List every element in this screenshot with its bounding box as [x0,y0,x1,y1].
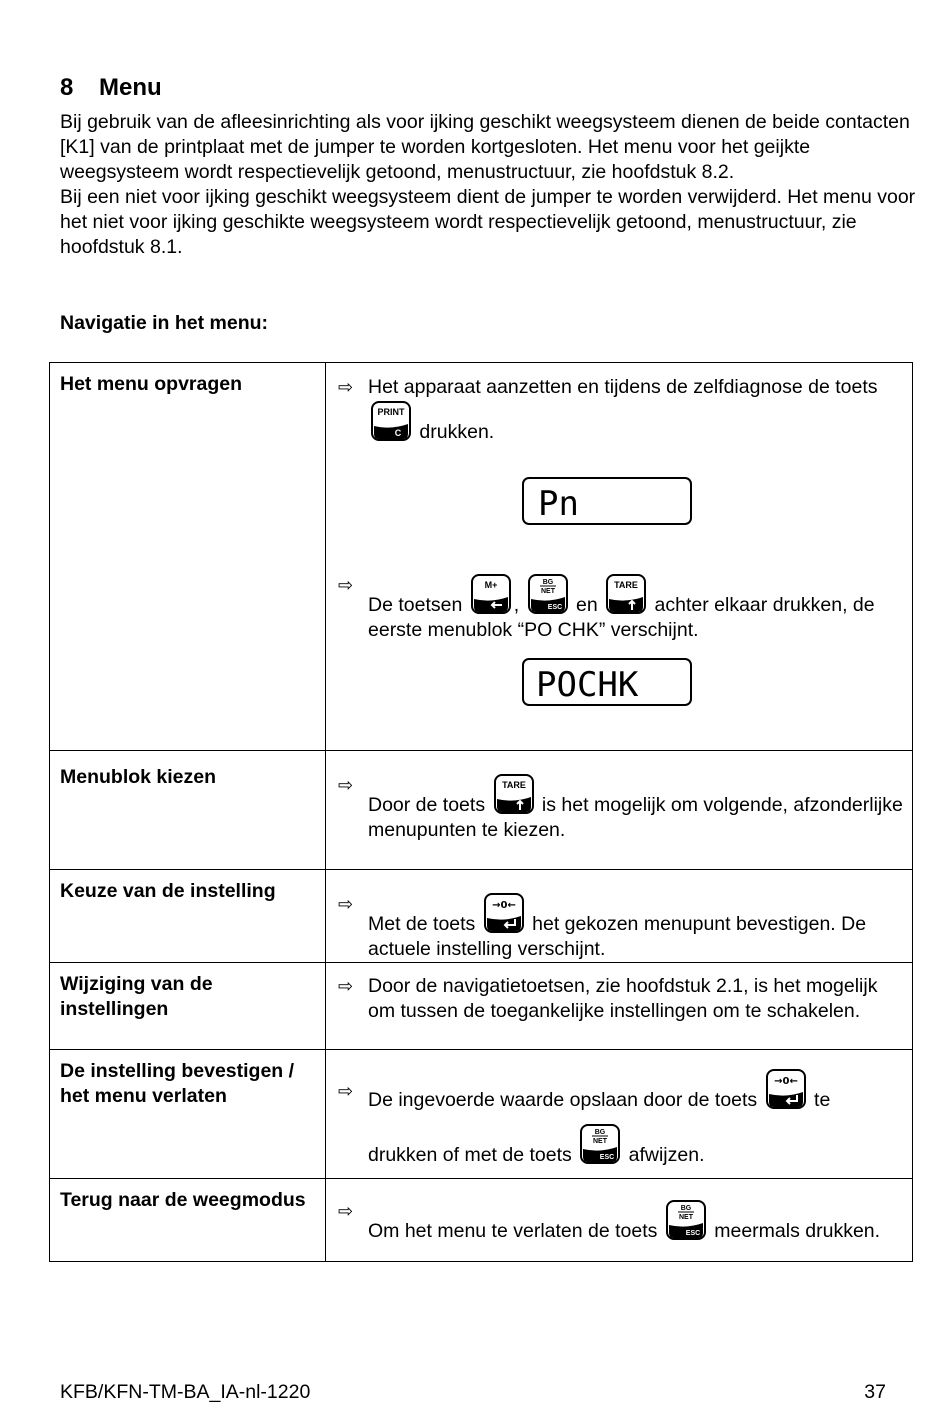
section-heading [60,74,162,102]
table-row-keuze-instelling [50,870,913,963]
svg-text:ESC: ESC [685,1230,701,1237]
footer-document-id: KFB/KFN-TM-BA_IA-nl-1220 [60,1381,311,1403]
svg-text:C: C [394,428,402,438]
step-text: De ingevoerde waarde opslaan door de toets [368,1089,758,1111]
row-description [326,1179,913,1262]
row-label: Het menu opvragen [50,363,326,751]
arrow-icon: ⇨ [338,575,354,595]
step [338,375,904,445]
navigation-table [49,362,913,1262]
step-text: en [576,594,598,616]
tare-key-icon [493,773,535,815]
bg-net-esc-key-icon [527,573,569,615]
intro-text [60,110,920,260]
svg-text:ESC: ESC [600,1154,615,1161]
bg-net-esc-key-icon [579,1123,621,1165]
step-text: meermals drukken. [714,1220,881,1242]
table-row-instelling-bevestigen [50,1050,913,1179]
navigation-title: Navigatie in het menu: [60,312,269,334]
footer-page-number: 37 [864,1381,886,1403]
row-label: Wijziging van de instellingen [50,963,326,1050]
row-description [326,963,913,1050]
arrow-icon: ⇨ [338,1201,354,1221]
bg-net-esc-key-icon [665,1199,707,1241]
lcd-display-pn [522,477,692,525]
mplus-key-icon [470,573,512,615]
arrow-icon: ⇨ [338,377,354,397]
step-text: is het mogelijk om volgende, afzonderlijke menupunten te kiezen. [368,794,903,841]
step [338,1199,904,1244]
svg-text:TARE: TARE [614,580,639,590]
tare-key-icon [605,573,647,615]
step-text: Door de navigatietoetsen, zie hoofdstuk 2.1, is het mogelijk om tussen de toegankelijke instellingen om te schakelen. [368,975,878,1022]
svg-text:ESC: ESC [547,604,562,611]
step [338,773,904,843]
zero-enter-key-icon [483,892,525,934]
table-row-menu-opvragen [50,363,913,751]
table-row-terug-weegmodus [50,1179,913,1262]
row-description [326,363,913,751]
section-number: 8 [60,74,74,101]
svg-text:BG: BG [594,1129,606,1136]
lcd-display-pochk [522,658,692,706]
svg-text:NET: NET [678,1214,693,1221]
step-text: Met de toets [368,913,476,935]
step-text: , [513,594,520,616]
print-key-icon [370,400,412,442]
table-row-menublok-kiezen [50,751,913,870]
row-description [326,1050,913,1179]
step-text: Om het menu te verlaten de toets [368,1220,658,1242]
svg-text:→0←: →0← [491,900,516,911]
arrow-icon: ⇨ [338,1081,354,1101]
table-row-wijziging-instellingen [50,963,913,1050]
step [338,892,904,962]
step [338,974,904,1024]
row-label: Keuze van de instelling [50,870,326,963]
svg-text:BG: BG [680,1205,692,1212]
step-text: De toetsen [368,594,463,616]
row-description [326,751,913,870]
step-text: drukken. [419,421,495,443]
svg-text:NET: NET [540,588,555,595]
svg-text:M+: M+ [484,580,498,590]
svg-text:→0←: →0← [773,1076,798,1087]
step-text: Door de toets [368,794,486,816]
intro-paragraph-1: Bij gebruik van de afleesinrichting als voor ijking geschikt weegsysteem dienen de beide contacten [K1] van de printplaat met de jumper te worden kortgesloten. Het menu voor het geijkte weegsysteem wordt respectievelijk getoond, menustructuur, zie hoofdstuk 8.2. [60,111,910,183]
svg-text:PRINT: PRINT [377,407,405,417]
row-label: Menublok kiezen [50,751,326,870]
section-title: Menu [99,74,162,101]
step-text: Het apparaat aanzetten en tijdens de zelfdiagnose de toets [368,376,878,398]
svg-text:BG: BG [542,579,553,586]
row-label: De instelling bevestigen / het menu verlaten [50,1050,326,1179]
svg-text:POCHK: POCHK [536,665,639,704]
step-text: achter elkaar drukken, de eerste menublok “PO CHK” verschijnt. [368,594,875,641]
row-description [326,870,913,963]
step-text: te drukken of met de toets [368,1089,831,1166]
arrow-icon: ⇨ [338,775,354,795]
arrow-icon: ⇨ [338,894,354,914]
step [338,1068,904,1178]
svg-text:NET: NET [593,1138,608,1145]
row-label: Terug naar de weegmodus [50,1179,326,1262]
arrow-icon: ⇨ [338,976,354,996]
intro-paragraph-2: Bij een niet voor ijking geschikt weegsysteem dient de jumper te worden verwijderd. Het menu voor het niet voor ijking geschikte weegsysteem wordt respectievelijk getoond, menustructuur, zie hoofdstuk 8.1. [60,186,916,258]
step-text: het gekozen menupunt bevestigen. De actuele instelling verschijnt. [368,913,867,960]
svg-text:Pn: Pn [538,484,579,523]
step [338,573,904,643]
step-text: afwijzen. [628,1144,705,1166]
zero-enter-key-icon [765,1068,807,1110]
svg-text:TARE: TARE [501,780,526,790]
